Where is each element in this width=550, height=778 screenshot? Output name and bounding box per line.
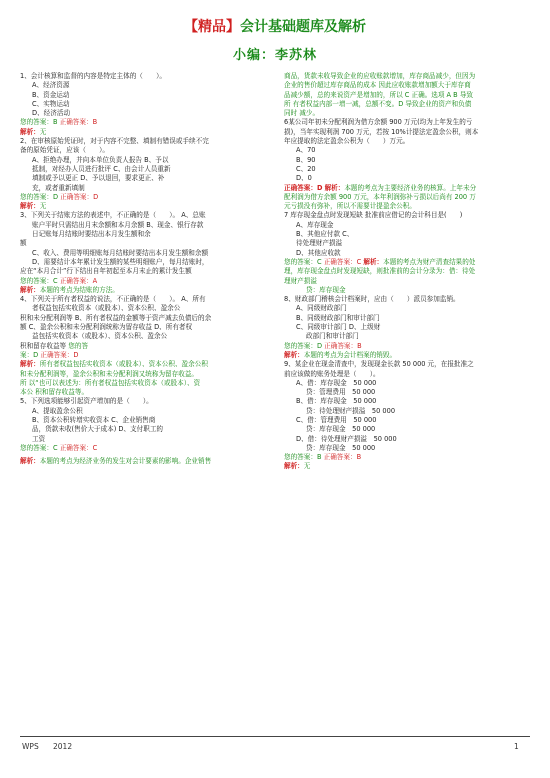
q6-option-b: B、90 [296,155,316,164]
question-4-line-4: 额 C、盈余公积和未分配利润统称为留存收益 D、所有者权 [20,323,193,332]
q3-explanation: 解析：本题的考点为结账的方法。 [20,285,119,294]
q4-explanation-line-2: 和未分配利润等，盈余公积和未分配利润又统称为留存收益。 [20,369,199,378]
question-3-line-3: 日记账每月结账时要结出本月发生额和余 [32,230,151,239]
q1-option-a: A、经济资源 [32,81,70,90]
q2-option-b: 抵制，对经办人员进行批评 C、由会计人员重新 [32,164,171,173]
q5-explanation-cont-1: 商品，货款未收导致企业的应收账款增加，库存商品减少，但因为 [284,72,476,80]
q9-option-a-debit: A、借：库存现金 50 000 [296,378,377,387]
q9-option-a-credit: 贷：管理费用 50 000 [306,388,376,397]
left-column [20,72,276,466]
question-3-line-6: D、需要结计本年累计发生额的某些明细账户，每月结账时， [32,257,209,266]
q6-option-a: A、70 [296,146,316,155]
q9-option-d-credit: 贷：库存现金 50 000 [306,443,376,452]
q9-option-b-debit: B、借：库存现金 50 000 [296,397,377,406]
q6-option-d: D、0 [296,174,312,183]
page-title: 【精品】会计基础题库及解析 [184,19,366,35]
question-2-line-1: 2、在审核原始凭证时，对于内容不完整、填制有错误或手续不完 [20,137,209,146]
q7-explanation-line-4: 贷：库存现金 [306,285,346,294]
question-1: 1、会计核算和监督的内容是特定主体的（ ）。 [20,72,166,80]
question-3-line-5: C、收入、费用等明细账每月结账时要结出本月发生额和余额 [32,248,209,257]
q5-option-c: 品，货款未收(售价大于成本) D、支付职工的 [32,425,164,434]
question-6-line-3: 年应提取的法定盈余公积为（ ）万元。 [284,137,410,146]
q4-explanation-line-1: 解析：所有者权益包括实收资本（或股本）、资本公积、盈余公积 [20,360,208,369]
q9-answer: 您的答案：B 正确答案：B [284,453,362,462]
q4-explanation-line-3: 所 以“也可以表述为：所有者权益包括实收资本（或股本）、资 [20,378,201,387]
question-4-line-6: 积和留存收益等 您的答 [20,341,89,350]
q7-option-b: B、其他应付款 C、 [296,230,354,239]
q9-explanation: 解析：无 [284,462,311,471]
q8-option-a: A、同级财政部门 [296,304,347,313]
q8-option-b: B、同级财政部门和审计部门 [296,313,380,322]
question-8: 8、财政部门稽核会计档案时，应由（ ）派员参加监销。 [284,295,460,304]
question-4-line-3: 积和未分配利润等 B、所有者权益的金额等于资产减去负债后的余 [20,313,212,322]
question-4-line-5: 益包括实收资本（或股本）、资本公积、盈余公 [32,332,168,341]
question-4-line-2: 者权益包括实收资本（或股本）、资本公积、盈余公 [32,304,181,313]
question-3-line-7: 应在“本月合计”行下结出自年初起至本月末止的累计发生额 [20,267,192,276]
q6-explanation-line-2: 配利润为借方余额 900 万元，本年利润弥补亏损以后尚有 200 万 [284,192,476,201]
q2-option-c: 填制或予以更正 D、予以退回，要求更正、补 [32,174,165,183]
q9-option-d-debit: D、借：待处理财产损溢 50 000 [296,434,397,443]
q1-option-c: C、实物运动 [32,99,70,108]
q5-explanation-cont-2: 企业的售价超过库存商品的成本 因此应收账款增加额大于库存商 [284,81,471,90]
question-4-line-1: 4、下列关于所有者权益的说法，不正确的是（ ）。 A、所有 [20,295,206,304]
q7-explanation-line-2: 理，库存现金盘点时发现短缺，则批准前的会计分录为：借：待处 [284,267,476,276]
q5-explanation-cont-5: 同时 减少。 [284,109,320,118]
q6-explanation-line-1: 正确答案：D 解析：本题的考点为主要经济业务的核算。上年未分 [284,183,477,192]
q9-option-c-credit: 贷：库存现金 50 000 [306,425,376,434]
q6-option-c: C、20 [296,164,316,173]
q8-answer: 您的答案：D 正确答案：B [284,341,362,350]
q5-option-d: 工资 [32,434,46,443]
question-3-line-2: 账户平时只需结出月末余额和本月余额 B、现金、银行存款 [32,220,204,229]
q7-answer: 您的答案：C 正确答案：C 解析：本题的考点为财产清查结果的处 [284,257,476,266]
q7-option-d: D、其他应收款 [296,248,341,257]
question-7: 7 库存现金盘点时发现短缺 批准前应借记的会计科目是( ) [284,211,463,220]
q4-answer: 案：D 正确答案：D [20,350,79,359]
question-3-line-4: 额 [20,239,27,248]
q4-explanation-line-4: 本公 积和留存收益等。 [20,388,89,397]
question-9-line-2: 前应该做的账务处理是（ ）。 [284,369,380,378]
right-column [284,72,532,472]
footer-app-year: WPS 2012 [22,742,73,751]
q8-explanation: 解析：本题的考点为会计档案的销毁。 [284,350,397,359]
page-number: 1 [514,742,519,751]
q1-option-d: D、经济活动 [32,109,71,118]
footer-rule [20,736,530,737]
q9-option-c-debit: C、借：管理费用 50 000 [296,415,377,424]
q8-option-c: C、同级审计部门 D、上级财 [296,323,381,332]
question-3-line-1: 3、下列关于结账方法的表述中，不正确的是（ ）。 A、总账 [20,211,206,220]
q1-answer: 您的答案：B 正确答案：B [20,118,98,127]
question-2-line-2: 备的原始凭证，应该（ ）。 [20,146,110,155]
q3-answer: 您的答案：C 正确答案：A [20,276,98,285]
q1-explanation: 解析：无 [20,127,47,136]
q8-option-d: 政部门和审计部门 [306,332,359,341]
question-9-line-1: 9、某企业在现金清查中，发现现金长款 50 000 元，在报批准之 [284,360,474,369]
q5-explanation: 解析：本题的考点为经济业务的发生对会计要素的影响。企业销售 [20,457,212,466]
q5-explanation-cont-4: 所 有者权益内部一增一减，总额不变。D 导致企业的资产和负债 [284,99,472,108]
q7-option-a: A、库存现金 [296,220,334,229]
q5-option-a: A、提取盈余公积 [32,406,83,415]
q2-option-d: 充，或者重新填制 [32,183,85,192]
q9-option-b-credit: 贷：待处理财产损溢 50 000 [306,406,396,415]
q2-explanation: 解析：无 [20,202,47,211]
q5-answer: 您的答案：C 正确答案：C [20,443,98,452]
q1-option-b: B、资金运动 [32,90,70,99]
question-5: 5、下列选项能够引起资产增加的是（ ）。 [20,397,153,406]
q2-answer: 您的答案：D 正确答案：D [20,192,99,201]
q5-option-b: B、资本公积转增实收资本 C、企业销售商 [32,415,156,424]
q7-option-c: 待处理财产损溢 [296,239,343,248]
q2-option-a: A、拒绝办理，并向本单位负责人报告 B、予以 [32,155,169,164]
q5-explanation-cont-3: 品减少额，总的来说资产是增加的，所以 C 正确。选项 A B 导致 [284,90,473,99]
q6-explanation-line-3: 元亏损没有弥补，所以不需要计提盈余公积。 [284,202,416,211]
q7-explanation-line-3: 理财产损溢 [284,276,317,285]
question-6-line-2: 损)，当年实现利润 700 万元，若按 10%计提法定盈余公积，则本 [284,127,479,136]
question-6-line-1: 6某公司年初未分配利润为借方余额 900 万元(均为上年发生的亏 [284,118,473,127]
page-subtitle: 小编：李苏林 [232,48,317,63]
